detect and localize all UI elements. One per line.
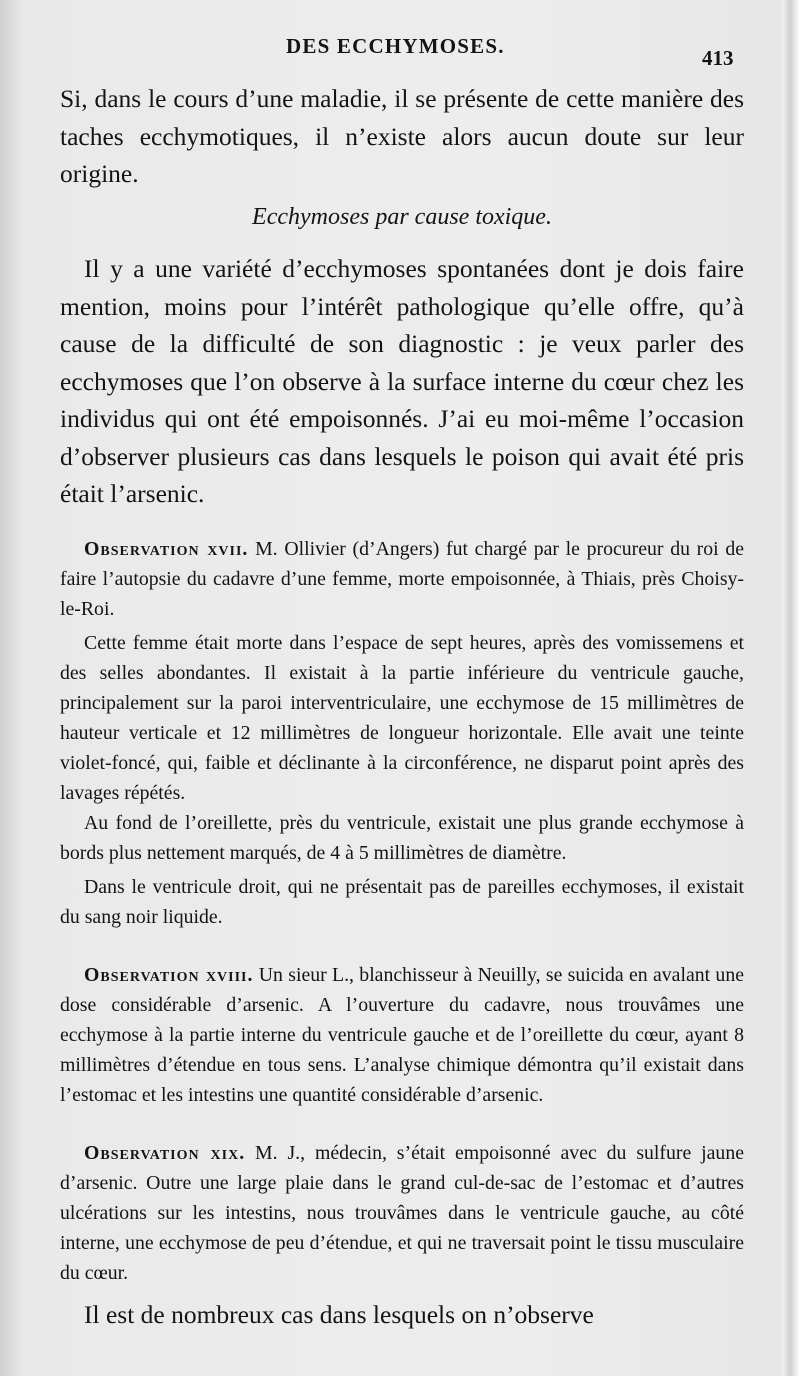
intro-paragraph-block	[60, 80, 744, 193]
observation-17-paragraph-3	[60, 808, 744, 868]
closing-text: Il est de nombreux cas dans lesquels on n’observe	[84, 1300, 594, 1329]
observation-17-paragraph-4	[60, 872, 744, 932]
observation-17-first-paragraph	[60, 534, 744, 624]
section-title: Ecchymoses par cause toxique.	[252, 204, 552, 230]
observation-19-label: Observation xix.	[84, 1142, 246, 1164]
running-title: DES ECCHYMOSES.	[286, 34, 505, 58]
observation-17-paragraph-2	[60, 628, 744, 808]
intro-text: Si, dans le cours d’une maladie, il se présente de cette manière des taches ecchymotiques, il n’existe alors aucun doute sur leur origine.	[60, 84, 744, 188]
observation-17-text: M. Ollivier (d’Angers) fut chargé par le procureur du roi de faire l’autopsie du cadavre d’une femme, morte empoisonnée, à Thiais, près Choisy-le-Roi.	[60, 538, 745, 620]
observation-18-label: Observation xviii.	[84, 964, 254, 986]
observation-18-text: Un sieur L., blanchisseur à Neuilly, se suicida en avalant une dose considérable d’arsenic. A l’ouverture du cadavre, nous trouvâmes une ecchymose à la partie interne du ventricule gauche et de l’oreillette du cœur, ayant 8 millimètres d’étendue en tous sens. L’analyse chimique démontra qu’il existait dans l’estomac et les intestins une quantité considérable d’arsenic.	[60, 964, 744, 1106]
observation-17-text-2: Cette femme était morte dans l’espace de sept heures, après des vomissemens et des selles abondantes. Il existait à la partie inférieure du ventricule gauche, principalement sur la paroi interventriculaire, une ecchymose de 15 millimètres de hauteur verticale et 12 millimètres de longueur horizontale. Elle avait une teinte violet-foncé, qui, faible et déclinante à la circonférence, ne disparut point après des lavages répétés.	[60, 632, 744, 804]
observation-19	[60, 1138, 744, 1288]
observation-19-text: M. J., médecin, s’était empoisonné avec du sulfure jaune d’arsenic. Outre une large plaie dans le grand cul-de-sac de l’estomac et d’autres ulcérations sur les intestins, nous trouvâmes dans le ventricule gauche, au côté interne, une ecchymose de peu d’étendue, et qui ne traversait point le tissu musculaire du cœur.	[60, 1142, 744, 1284]
page-number: 413	[702, 46, 734, 70]
main-text: Il y a une variété d’ecchymoses spontanées dont je dois faire mention, moins pour l’intérêt pathologique qu’elle offre, qu’à cause de la difficulté de son diagnostic : je veux parler des ecchymoses que l’on observe à la surface interne du cœur chez les individus qui ont été empoisonnés. J’ai eu moi-même l’occasion d’observer plusieurs cas dans lesquels le poison qui avait été pris était l’arsenic.	[60, 254, 744, 508]
observation-18	[60, 960, 744, 1110]
observation-18-paragraph	[60, 960, 744, 1110]
observation-17-text-3: Au fond de l’oreillette, près du ventricule, existait une plus grande ecchymose à bords plus nettement marqués, de 4 à 5 millimètres de diamètre.	[60, 812, 744, 864]
observation-17	[60, 534, 744, 932]
section-heading-block	[60, 200, 744, 234]
page-edge-shadow	[782, 0, 800, 1376]
main-paragraph	[60, 250, 744, 513]
observation-17-text-4: Dans le ventricule droit, qui ne présentait pas de pareilles ecchymoses, il existait du sang noir liquide.	[60, 876, 744, 928]
intro-paragraph	[60, 80, 744, 193]
main-paragraph-block	[60, 250, 744, 513]
closing-paragraph-block	[60, 1296, 744, 1334]
observation-17-label: Observation xvii.	[84, 538, 249, 560]
closing-paragraph	[60, 1296, 744, 1334]
observation-19-paragraph	[60, 1138, 744, 1288]
